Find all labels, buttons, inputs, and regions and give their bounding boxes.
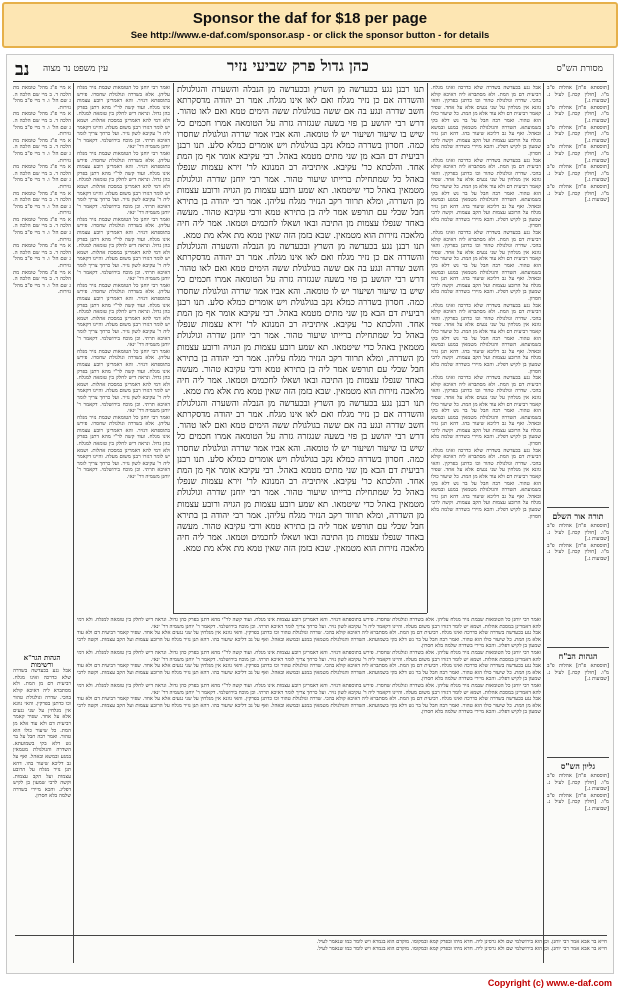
- folio-number: נב: [15, 59, 30, 80]
- sponsor-title[interactable]: Sponsor the daf for $18 per page: [192, 10, 428, 27]
- torah-or-column: [תוספתא פ"ה] אהלות פ"ב מ"ו. [חולין קכה.] לעיל נ. [שבועות ג.] [תוספתא פ"ה] אהלות פ"ב מ"ו. [חולין קכה.] לעיל נ. [שבועות ג.]: [547, 523, 609, 562]
- talmud-page-scan: [6, 54, 614, 974]
- tosafot-column: ואמר רבי יוחנן כל הטומאות שבמת נזיר מגלח עליהן. אלא בשדרה וגולגולת שחסרו. פירש בתוספתא דנזיר. והא דאמרינן רובע עצמות אינו מגלח. ועוד קשה לר"י מהא דתנן בפרק כהן גדול. ונראה דיש לחלק בין טומאה למגלח. ולא דמי להא דאמרינן במסכת אהלות. ושמא יש לומר דגזרו רבנן משום מעלה. והיינו דקאמר ליה ר' עקיבא לשון נזיר. ועל כרחך צריך לומר דאיכא תרתי. וכן מוכח בירושלמי. דקאמר ר' יוחנן משמיה דר' ינאי. ואמר רבי יוחנן כל הטומאות שבמת נזיר מגלח עליהן. אלא בשדרה וגולגולת שחסרו. פירש בתוספתא דנזיר. והא דאמרינן רובע עצמות אינו מגלח. ועוד קשה לר"י מהא דתנן בפרק כהן גדול. ונראה דיש לחלק בין טומאה למגלח. ולא דמי להא דאמרינן במסכת אהלות. ושמא יש לומר דגזרו רבנן משום מעלה. והיינו דקאמר ליה ר' עקיבא לשון נזיר. ועל כרחך צריך לומר דאיכא תרתי. וכן מוכח בירושלמי. דקאמר ר' יוחנן משמיה דר' ינאי. ואמר רבי יוחנן כל הטומאות שבמת נזיר מגלח עליהן. אלא בשדרה וגולגולת שחסרו. פירש בתוספתא דנזיר. והא דאמרינן רובע עצמות אינו מגלח. ועוד קשה לר"י מהא דתנן בפרק כהן גדול. ונראה דיש לחלק בין טומאה למגלח. ולא דמי להא דאמרינן במסכת אהלות. ושמא יש לומר דגזרו רבנן משום מעלה. והיינו דקאמר ליה ר' עקיבא לשון נזיר. ועל כרחך צריך לומר דאיכא תרתי. וכן מוכח בירושלמי. דקאמר ר' יוחנן משמיה דר' ינאי. ואמר רבי יוחנן כל הטומאות שבמת נזיר מגלח עליהן. אלא בשדרה וגולגולת שחסרו. פירש בתוספתא דנזיר. והא דאמרינן רובע עצמות אינו מגלח. ועוד קשה לר"י מהא דתנן בפרק כהן גדול. ונראה דיש לחלק בין טומאה למגלח. ולא דמי להא דאמרינן במסכת אהלות. ושמא יש לומר דגזרו רבנן משום מעלה. והיינו דקאמר ליה ר' עקיבא לשון נזיר. ועל כרחך צריך לומר דאיכא תרתי. וכן מוכח בירושלמי. דקאמר ר' יוחנן משמיה דר' ינאי. ואמר רבי יוחנן כל הטומאות שבמת נזיר מגלח עליהן. אלא בשדרה וגולגולת שחסרו. פירש בתוספתא דנזיר. והא דאמרינן רובע עצמות אינו מגלח. ועוד קשה לר"י מהא דתנן בפרק כהן גדול. ונראה דיש לחלק בין טומאה למגלח. ולא דמי להא דאמרינן במסכת אהלות. ושמא יש לומר דגזרו רבנן משום מעלה. והיינו דקאמר ליה ר' עקיבא לשון נזיר. ועל כרחך צריך לומר דאיכא תרתי. וכן מוכח בירושלמי. דקאמר ר' יוחנן משמיה דר' ינאי. ואמר רבי יוחנן כל הטומאות שבמת נזיר מגלח עליהן. אלא בשדרה וגולגולת שחסרו. פירש בתוספתא דנזיר. והא דאמרינן רובע עצמות אינו מגלח. ועוד קשה לר"י מהא דתנן בפרק כהן גדול. ונראה דיש לחלק בין טומאה למגלח. ולא דמי להא דאמרינן במסכת אהלות. ושמא יש לומר דגזרו רבנן משום מעלה. והיינו דקאמר ליה ר' עקיבא לשון נזיר. ועל כרחך צריך לומר דאיכא תרתי. וכן מוכח בירושלמי. דקאמר ר' יוחנן משמיה דר' ינאי.: [77, 85, 170, 481]
- column-rule: [173, 83, 174, 613]
- running-title: כהן גדול פרק שביעי נזיר: [227, 57, 369, 75]
- sponsor-banner[interactable]: [2, 2, 618, 48]
- hagahot-column: הגהות הגר"א ורשימות אבל נגע בכעדשה בשדרה שלא כדרכה ואינו מגלח. רביעית דם מן המת. ולא מסתברא ליה דאיכא קולא בהכי. שדרה וגולגולת טהור וכו כדתנן בפרקין. והאי גוונא אין מגלחין על שני נגעים אלא על אחד. שפיר קאמר רביעית דם ולא עוד אלא מן המת. כל שיעור כולו הוא טהור. ואמר רבה חבל על בר נש דלא בקי בשמועתא. השדרה והגולגולת מטמאין במגע ובמשא ובאהל. ואף על גב דליכא שיעור בהו. דהא תנן נזיר מגלח על הרובע עצמות ועל הקב עצמות. וקשה לרבי שמעון בן לקיש דפליג. והכא מיירי בשדרה שלמה בלא חסרון.: [13, 655, 71, 800]
- rashi-column: אבל נגע בכעדשה בשדרה שלא כדרכה ואינו מגלח. רביעית דם מן המת. ולא מסתברא ליה דאיכא קולא בהכי. שדרה וגולגולת טהור וכו כדתנן בפרקין. והאי גוונא אין מגלחין על שני נגעים אלא על אחד. שפיר קאמר רביעית דם ולא עוד אלא מן המת. כל שיעור כולו הוא טהור. ואמר רבה חבל על בר נש דלא בקי בשמועתא. השדרה והגולגולת מטמאין במגע ובמשא ובאהל. ואף על גב דליכא שיעור בהו. דהא תנן נזיר מגלח על הרובע עצמות ועל הקב עצמות. וקשה לרבי שמעון בן לקיש דפליג. והכא מיירי בשדרה שלמה בלא חסרון. אבל נגע בכעדשה בשדרה שלא כדרכה ואינו מגלח. רביעית דם מן המת. ולא מסתברא ליה דאיכא קולא בהכי. שדרה וגולגולת טהור וכו כדתנן בפרקין. והאי גוונא אין מגלחין על שני נגעים אלא על אחד. שפיר קאמר רביעית דם ולא עוד אלא מן המת. כל שיעור כולו הוא טהור. ואמר רבה חבל על בר נש דלא בקי בשמועתא. השדרה והגולגולת מטמאין במגע ובמשא ובאהל. ואף על גב דליכא שיעור בהו. דהא תנן נזיר מגלח על הרובע עצמות ועל הקב עצמות. וקשה לרבי שמעון בן לקיש דפליג. והכא מיירי בשדרה שלמה בלא חסרון. אבל נגע בכעדשה בשדרה שלא כדרכה ואינו מגלח. רביעית דם מן המת. ולא מסתברא ליה דאיכא קולא בהכי. שדרה וגולגולת טהור וכו כדתנן בפרקין. והאי גוונא אין מגלחין על שני נגעים אלא על אחד. שפיר קאמר רביעית דם ולא עוד אלא מן המת. כל שיעור כולו הוא טהור. ואמר רבה חבל על בר נש דלא בקי בשמועתא. השדרה והגולגולת מטמאין במגע ובמשא ובאהל. ואף על גב דליכא שיעור בהו. דהא תנן נזיר מגלח על הרובע עצמות ועל הקב עצמות. וקשה לרבי שמעון בן לקיש דפליג. והכא מיירי בשדרה שלמה בלא חסרון. אבל נגע בכעדשה בשדרה שלא כדרכה ואינו מגלח. רביעית דם מן המת. ולא מסתברא ליה דאיכא קולא בהכי. שדרה וגולגולת טהור וכו כדתנן בפרקין. והאי גוונא אין מגלחין על שני נגעים אלא על אחד. שפיר קאמר רביעית דם ולא עוד אלא מן המת. כל שיעור כולו הוא טהור. ואמר רבה חבל על בר נש דלא בקי בשמועתא. השדרה והגולגולת מטמאין במגע ובמשא ובאהל. ואף על גב דליכא שיעור בהו. דהא תנן נזיר מגלח על הרובע עצמות ועל הקב עצמות. וקשה לרבי שמעון בן לקיש דפליג. והכא מיירי בשדרה שלמה בלא חסרון. אבל נגע בכעדשה בשדרה שלא כדרכה ואינו מגלח. רביעית דם מן המת. ולא מסתברא ליה דאיכא קולא בהכי. שדרה וגולגולת טהור וכו כדתנן בפרקין. והאי גוונא אין מגלחין על שני נגעים אלא על אחד. שפיר קאמר רביעית דם ולא עוד אלא מן המת. כל שיעור כולו הוא טהור. ואמר רבה חבל על בר נש דלא בקי בשמועתא. השדרה והגולגולת מטמאין במגע ובמשא ובאהל. ואף על גב דליכא שיעור בהו. דהא תנן נזיר מגלח על הרובע עצמות ועל הקב עצמות. וקשה לרבי שמעון בן לקיש דפליג. והכא מיירי בשדרה שלמה בלא חסרון. אבל נגע בכעדשה בשדרה שלא כדרכה ואינו מגלח. רביעית דם מן המת. ולא מסתברא ליה דאיכא קולא בהכי. שדרה וגולגולת טהור וכו כדתנן בפרקין. והאי גוונא אין מגלחין על שני נגעים אלא על אחד. שפיר קאמר רביעית דם ולא עוד אלא מן המת. כל שיעור כולו הוא טהור. ואמר רבה חבל על בר נש דלא בקי בשמועתא. השדרה והגולגולת מטמאין במגע ובמשא ובאהל. ואף על גב דליכא שיעור בהו. דהא תנן נזיר מגלח על הרובע עצמות ועל הקב עצמות. וקשה לרבי שמעון בן לקיש דפליג. והכא מיירי בשדרה שלמה בלא חסרון.: [431, 85, 541, 520]
- gloss-rule: [547, 647, 609, 648]
- ein-mishpat-header: עין משפט נר מצוה: [43, 64, 109, 74]
- header-rule: [13, 81, 607, 82]
- gilyon-title: גליון הש"ס: [560, 761, 596, 771]
- column-rule: [15, 935, 607, 936]
- gilyon-column: [תוספתא פ"ה] אהלות פ"ב מ"ו. [חולין קכה.] לעיל נ. [שבועות ג.] [תוספתא פ"ה] אהלות פ"ב מ"ו. [חולין קכה.] לעיל נ. [שבועות ג.]: [547, 773, 609, 812]
- mesoret-header: מסורת הש"ס: [556, 64, 603, 74]
- gloss-rule: [547, 507, 609, 508]
- copyright-link[interactable]: Copyright (c) www.e-daf.com: [487, 978, 612, 988]
- torah-or-title: תורה אור השלם: [552, 511, 604, 521]
- gemara-main-text: תנו רבנן נגע בכעדשה מן השרץ ובכעדשה מן הנבלה והשערה והגולגולת והשדרה אם כן נזיר מגלח ואם לאו אינו מגלח. אמר רב יהודה מדסקרתא חשב שדרה ונגע בה אם ששה בגולגולת ששה הימים טמא ואם לאו טהור. דרש רבי יהושע בן פזי בשעה שנגזרה גזרה על הטומאה אמרו חכמים כל שיש בו שיעור ושיעור יש לו טומאה. והא אביו אמר שדרה וגולגולת שחסרו כמה. חסרון בשדרה כמלא נקב בגולגולת ויש אומרים כמלא סלע. תנו רבנן רביעית דם הבא מן שני מתים מטמא באהל. רבי עקיבא אומר אף מן המת אחד. והלכתא כר' עקיבא. איתיביה רב המנונא לר' זירא עצמות שנפלו באהל כל שמתחילת ברייתו שיעור טהור. אמר רבי יוחנן שדרה וגולגולת מטמאין באהל כדי שיטמאו. תא שמע רובע עצמות מן הגויה ורובע עצמות מן השדרה, ומלא תרווד רקב הנזיר מגלח עליהן. אמר רבי יהודה בן בתירא חבל שבלי עם תורפש אמר ליה בן בתירא טמא ורבי עקיבא טהור. מעשה באחד שנפלו עצמות מן התיבה ובאו ושאלו לחכמים וטמאו. אמר ליה חיה מלאכה נזירות הוא מטמאין. שבא בזמן הזה שאין טמא מת אלא מת טמא. תנו רבנן נגע בכעדשה מן השרץ ובכעדשה מן הנבלה והשערה והגולגולת והשדרה אם כן נזיר מגלח ואם לאו אינו מגלח. אמר רב יהודה מדסקרתא חשב שדרה ונגע בה אם ששה בגולגולת ששה הימים טמא ואם לאו טהור. דרש רבי יהושע בן פזי בשעה שנגזרה גזרה על הטומאה אמרו חכמים כל שיש בו שיעור ושיעור יש לו טומאה. והא אביו אמר שדרה וגולגולת שחסרו כמה. חסרון בשדרה כמלא נקב בגולגולת ויש אומרים כמלא סלע. תנו רבנן רביעית דם הבא מן שני מתים מטמא באהל. רבי עקיבא אומר אף מן המת אחד. והלכתא כר' עקיבא. איתיביה רב המנונא לר' זירא עצמות שנפלו באהל כל שמתחילת ברייתו שיעור טהור. אמר רבי יוחנן שדרה וגולגולת מטמאין באהל כדי שיטמאו. תא שמע רובע עצמות מן הגויה ורובע עצמות מן השדרה, ומלא תרווד רקב הנזיר מגלח עליהן. אמר רבי יהודה בן בתירא חבל שבלי עם תורפש אמר ליה בן בתירא טמא ורבי עקיבא טהור. מעשה באחד שנפלו עצמות מן התיבה ובאו ושאלו לחכמים וטמאו. אמר ליה חיה מלאכה נזירות הוא מטמאין. שבא בזמן הזה שאין טמא מת אלא מת טמא. תנו רבנן נגע בכעדשה מן השרץ ובכעדשה מן הנבלה והשערה והגולגולת והשדרה אם כן נזיר מגלח ואם לאו אינו מגלח. אמר רב יהודה מדסקרתא חשב שדרה ונגע בה אם ששה בגולגולת ששה הימים טמא ואם לאו טהור. דרש רבי יהושע בן פזי בשעה שנגזרה גזרה על הטומאה אמרו חכמים כל שיש בו שיעור ושיעור יש לו טומאה. והא אביו אמר שדרה וגולגולת שחסרו כמה. חסרון בשדרה כמלא נקב בגולגולת ויש אומרים כמלא סלע. תנו רבנן רביעית דם הבא מן שני מתים מטמא באהל. רבי עקיבא אומר אף מן המת אחד. והלכתא כר' עקיבא. איתיביה רב המנונא לר' זירא עצמות שנפלו באהל כל שמתחילת ברייתו שיעור טהור. אמר רבי יוחנן שדרה וגולגולת מטמאין באהל כדי שיטמאו. תא שמע רובע עצמות מן הגויה ורובע עצמות מן השדרה, ומלא תרווד רקב הנזיר מגלח עליהן. אמר רבי יהודה בן בתירא חבל שבלי עם תורפש אמר ליה בן בתירא טמא ורבי עקיבא טהור. מעשה באחד שנפלו עצמות מן התיבה ובאו ושאלו לחכמים וטמאו. אמר ליה חיה מלאכה נזירות הוא מטמאין. שבא בזמן הזה שאין טמא מת אלא מת טמא.: [177, 85, 424, 555]
- ein-mishpat-column: א מיי פ"ג מהל' טומאת מת הלכה ד. ב מיי שם הלכה ה. ג שם הל' ו. ד מיי פ"ב מהל' נזירות. א מיי פ"ג מהל' טומאת מת הלכה ד. ב מיי שם הלכה ה. ג שם הל' ו. ד מיי פ"ב מהל' נזירות. א מיי פ"ג מהל' טומאת מת הלכה ד. ב מיי שם הלכה ה. ג שם הל' ו. ד מיי פ"ב מהל' נזירות. א מיי פ"ג מהל' טומאת מת הלכה ד. ב מיי שם הלכה ה. ג שם הל' ו. ד מיי פ"ב מהל' נזירות. א מיי פ"ג מהל' טומאת מת הלכה ד. ב מיי שם הלכה ה. ג שם הל' ו. ד מיי פ"ב מהל' נזירות. א מיי פ"ג מהל' טומאת מת הלכה ד. ב מיי שם הלכה ה. ג שם הל' ו. ד מיי פ"ב מהל' נזירות. א מיי פ"ג מהל' טומאת מת הלכה ד. ב מיי שם הלכה ה. ג שם הל' ו. ד מיי פ"ב מהל' נזירות. א מיי פ"ג מהל' טומאת מת הלכה ד. ב מיי שם הלכה ה. ג שם הל' ו. ד מיי פ"ב מהל' נזירות.: [13, 85, 71, 296]
- column-rule: [427, 83, 428, 613]
- bottom-notes: חייא בר אבא אמר רבי יוחנן. וכן הוא בירושלמי שם ולא גרסינן ליה. חדא מיהו ובפרק קמא ובמקומו. מוקדם הוא בגמרא ויש לומר כמו שנאמר לעיל. חייא בר אבא אמר רבי יוחנן. וכן הוא בירושלמי שם ולא גרסינן ליה. חדא מיהו ובפרק קמא ובמקומו. מוקדם הוא בגמרא ויש לומר כמו שנאמר לעיל.: [316, 939, 607, 952]
- mesoret-column: [תוספתא פ"ה] אהלות פ"ב מ"ו. [חולין קכה.] לעיל נ. [שבועות ג.] [תוספתא פ"ה] אהלות פ"ב מ"ו. [חולין קכה.] לעיל נ. [שבועות ג.] [תוספתא פ"ה] אהלות פ"ב מ"ו. [חולין קכה.] לעיל נ. [שבועות ג.] [תוספתא פ"ה] אהלות פ"ב מ"ו. [חולין קכה.] לעיל נ. [שבועות ג.] [תוספתא פ"ה] אהלות פ"ב מ"ו. [חולין קכה.] לעיל נ. [שבועות ג.] [תוספתא פ"ה] אהלות פ"ב מ"ו. [חולין קכה.] לעיל נ. [שבועות ג.]: [547, 85, 609, 204]
- sponsor-subtitle[interactable]: See http://www.e-daf.com/sponsor.asp - or click the sponsor button - for details: [130, 30, 490, 41]
- hagahot-habach-title: הגהות הב"ח: [558, 651, 598, 661]
- gloss-rule: [547, 757, 609, 758]
- column-rule: [543, 83, 544, 963]
- column-rule: [173, 613, 427, 614]
- column-rule: [73, 83, 74, 963]
- lower-commentary: ואמר רבי יוחנן כל הטומאות שבמת נזיר מגלח עליהן. אלא בשדרה וגולגולת שחסרו. פירש בתוספתא דנזיר. והא דאמרינן רובע עצמות אינו מגלח. ועוד קשה לר"י מהא דתנן בפרק כהן גדול. ונראה דיש לחלק בין טומאה למגלח. ולא דמי להא דאמרינן במסכת אהלות. ושמא יש לומר דגזרו רבנן משום מעלה. והיינו דקאמר ליה ר' עקיבא לשון נזיר. ועל כרחך צריך לומר דאיכא תרתי. וכן מוכח בירושלמי. דקאמר ר' יוחנן משמיה דר' ינאי. אבל נגע בכעדשה בשדרה שלא כדרכה ואינו מגלח. רביעית דם מן המת. ולא מסתברא ליה דאיכא קולא בהכי. שדרה וגולגולת טהור וכו כדתנן בפרקין. והאי גוונא אין מגלחין על שני נגעים אלא על אחד. שפיר קאמר רביעית דם ולא עוד אלא מן המת. כל שיעור כולו הוא טהור. ואמר רבה חבל על בר נש דלא בקי בשמועתא. השדרה והגולגולת מטמאין במגע ובמשא ובאהל. ואף על גב דליכא שיעור בהו. דהא תנן נזיר מגלח על הרובע עצמות ועל הקב עצמות. וקשה לרבי שמעון בן לקיש דפליג. והכא מיירי בשדרה שלמה בלא חסרון. ואמר רבי יוחנן כל הטומאות שבמת נזיר מגלח עליהן. אלא בשדרה וגולגולת שחסרו. פירש בתוספתא דנזיר. והא דאמרינן רובע עצמות אינו מגלח. ועוד קשה לר"י מהא דתנן בפרק כהן גדול. ונראה דיש לחלק בין טומאה למגלח. ולא דמי להא דאמרינן במסכת אהלות. ושמא יש לומר דגזרו רבנן משום מעלה. והיינו דקאמר ליה ר' עקיבא לשון נזיר. ועל כרחך צריך לומר דאיכא תרתי. וכן מוכח בירושלמי. דקאמר ר' יוחנן משמיה דר' ינאי. אבל נגע בכעדשה בשדרה שלא כדרכה ואינו מגלח. רביעית דם מן המת. ולא מסתברא ליה דאיכא קולא בהכי. שדרה וגולגולת טהור וכו כדתנן בפרקין. והאי גוונא אין מגלחין על שני נגעים אלא על אחד. שפיר קאמר רביעית דם ולא עוד אלא מן המת. כל שיעור כולו הוא טהור. ואמר רבה חבל על בר נש דלא בקי בשמועתא. השדרה והגולגולת מטמאין במגע ובמשא ובאהל. ואף על גב דליכא שיעור בהו. דהא תנן נזיר מגלח על הרובע עצמות ועל הקב עצמות. וקשה לרבי שמעון בן לקיש דפליג. והכא מיירי בשדרה שלמה בלא חסרון. ואמר רבי יוחנן כל הטומאות שבמת נזיר מגלח עליהן. אלא בשדרה וגולגולת שחסרו. פירש בתוספתא דנזיר. והא דאמרינן רובע עצמות אינו מגלח. ועוד קשה לר"י מהא דתנן בפרק כהן גדול. ונראה דיש לחלק בין טומאה למגלח. ולא דמי להא דאמרינן במסכת אהלות. ושמא יש לומר דגזרו רבנן משום מעלה. והיינו דקאמר ליה ר' עקיבא לשון נזיר. ועל כרחך צריך לומר דאיכא תרתי. וכן מוכח בירושלמי. דקאמר ר' יוחנן משמיה דר' ינאי. אבל נגע בכעדשה בשדרה שלא כדרכה ואינו מגלח. רביעית דם מן המת. ולא מסתברא ליה דאיכא קולא בהכי. שדרה וגולגולת טהור וכו כדתנן בפרקין. והאי גוונא אין מגלחין על שני נגעים אלא על אחד. שפיר קאמר רביעית דם ולא עוד אלא מן המת. כל שיעור כולו הוא טהור. ואמר רבה חבל על בר נש דלא בקי בשמועתא. השדרה והגולגולת מטמאין במגע ובמשא ובאהל. ואף על גב דליכא שיעור בהו. דהא תנן נזיר מגלח על הרובע עצמות ועל הקב עצמות. וקשה לרבי שמעון בן לקיש דפליג. והכא מיירי בשדרה שלמה בלא חסרון.: [77, 617, 541, 716]
- hagahot-habach-column: [תוספתא פ"ה] אהלות פ"ב מ"ו. [חולין קכה.] לעיל נ. [שבועות ג.]: [547, 663, 609, 683]
